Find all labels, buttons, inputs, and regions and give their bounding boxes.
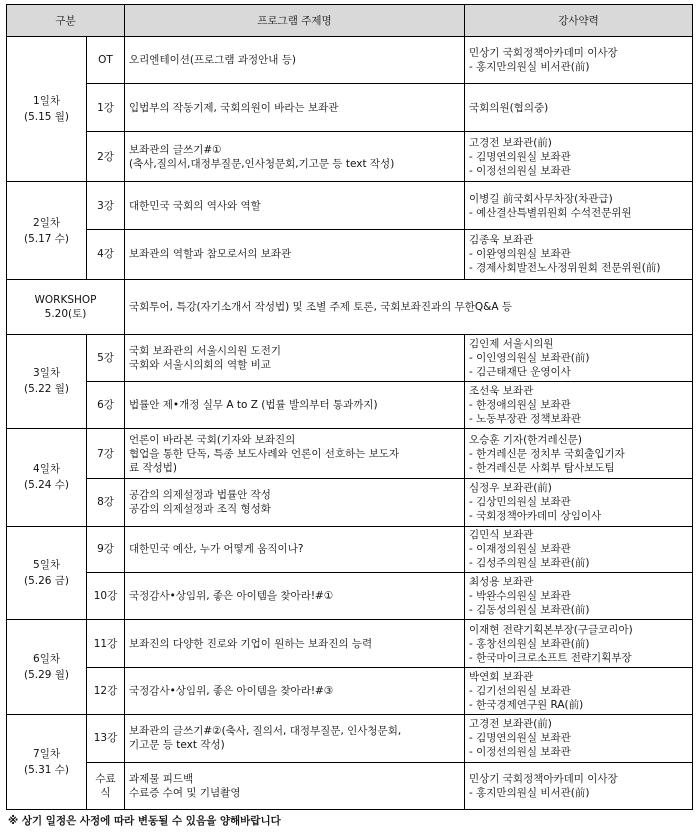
- lecturer-line: 김민식 보좌관: [469, 529, 534, 542]
- session-label: 13강: [87, 715, 125, 762]
- lecturer-line: - 한국경제연구원 RA(前): [469, 698, 584, 711]
- day-label: 3일차: [33, 367, 60, 380]
- lecturer-line: - 이정선의원실 보좌관: [469, 746, 571, 759]
- session-row: [7, 667, 693, 714]
- lecturer-line: 민상기 국회정책아카데미 이사장: [469, 47, 618, 60]
- topic-cell: [125, 620, 465, 667]
- footnote: ※ 상기 일정은 사정에 따라 변동될 수 있음을 양해바랍니다: [8, 815, 281, 827]
- lecturer-line: - 김성주의원실 보좌관(前): [469, 557, 590, 570]
- day-cell: [7, 37, 87, 182]
- lecturer-line: - 노동부장관 정책보좌관: [469, 413, 581, 426]
- workshop-topic: 국회투어, 특강(자기소개서 작성법) 및 조별 주제 토론, 국회보좌진과의 무한Q&A 등: [125, 280, 693, 335]
- session-row: [7, 84, 693, 131]
- day-date: (5.24 수): [23, 479, 70, 492]
- topic-line: 보좌관의 글쓰기#②(축사, 질의서, 대정부질문, 인사청문회,: [129, 725, 402, 738]
- topic-line: 공감의 의제설정과 법률안 작성: [129, 489, 271, 502]
- lecturer-cell: [465, 479, 693, 526]
- lecturer-line: - 국회정책아카데미 상임이사: [469, 510, 602, 523]
- lecturer-line: - 홍창선의원실 보좌관(前): [469, 637, 590, 650]
- lecturer-line: - 김상민의원실 보좌관: [469, 496, 571, 509]
- workshop-label: WORKSHOP: [34, 294, 97, 307]
- day-label: 1일차: [33, 95, 60, 108]
- schedule-body: [7, 37, 693, 810]
- topic-line: 법률안 제•개정 실무 A to Z (법률 발의부터 통과까지): [129, 399, 378, 412]
- topic-line: 국정감사•상임위, 좋은 아이템을 찾아라!#①: [129, 590, 334, 603]
- lecturer-line: 고경전 보좌관(前): [469, 136, 552, 149]
- lecturer-line: 이재현 전략기획본부장(구글코리아): [469, 623, 633, 636]
- day-date: (5.22 월): [23, 383, 70, 396]
- lecturer-line: - 홍지만의원실 비서관(前): [469, 786, 590, 799]
- day-date: (5.29 월): [23, 669, 70, 682]
- day-cell: [7, 715, 87, 810]
- topic-cell: [125, 335, 465, 382]
- lecturer-line: 김인제 서울시의원: [469, 338, 554, 351]
- topic-cell: [125, 715, 465, 762]
- session-row: [7, 428, 693, 479]
- workshop-row: [7, 280, 693, 335]
- topic-line: 료 작성법): [129, 461, 178, 474]
- lecturer-cell: [465, 526, 693, 572]
- day-cell: [7, 428, 87, 526]
- topic-line: 수료증 수여 및 기념촬영: [129, 786, 241, 799]
- session-label: 2강: [87, 131, 125, 182]
- lecturer-cell: [465, 335, 693, 382]
- day-date: (5.31 수): [23, 764, 70, 777]
- lecturer-cell: [465, 131, 693, 182]
- lecturer-line: - 이정선의원실 보좌관: [469, 164, 571, 177]
- lecturer-cell: [465, 37, 693, 84]
- topic-cell: [125, 229, 465, 280]
- session-row: [7, 526, 693, 572]
- day-date: (5.26 금): [23, 575, 70, 588]
- header-row: [7, 5, 693, 37]
- session-label: OT: [87, 37, 125, 84]
- day-label: 4일차: [33, 463, 60, 476]
- session-label: 8강: [87, 479, 125, 526]
- session-row: [7, 620, 693, 667]
- topic-line: (축사,질의서,대정부질문,인사청문회,기고문 등 text 작성): [129, 157, 395, 170]
- topic-line: 언론이 바라본 국회(기자와 보좌진의: [129, 433, 296, 446]
- day-cell: [7, 620, 87, 715]
- topic-cell: [125, 182, 465, 229]
- topic-line: 협업을 통한 단독, 특종 보도사례와 언론이 선호하는 보도자: [129, 447, 400, 460]
- lecturer-line: 최성용 보좌관: [469, 576, 534, 589]
- lecturer-cell: [465, 182, 693, 229]
- session-row: [7, 573, 693, 620]
- session-label: 6강: [87, 382, 125, 428]
- lecturer-line: - 예산결산특별위원회 수석전문위원: [469, 206, 632, 219]
- day-date: (5.17 수): [23, 232, 70, 245]
- lecturer-cell: [465, 382, 693, 428]
- session-label: 7강: [87, 428, 125, 479]
- session-row: [7, 182, 693, 229]
- topic-cell: [125, 84, 465, 131]
- session-label: 3강: [87, 182, 125, 229]
- lecturer-line: - 한겨레신문 사회부 탐사보도팀: [469, 461, 615, 474]
- session-label: 12강: [87, 667, 125, 714]
- topic-line: 보좌진의 다양한 진로와 기업이 원하는 보좌진의 능력: [129, 637, 373, 650]
- lecturer-line: 박연회 보좌관: [469, 670, 534, 683]
- lecturer-line: 국회의원(협의중): [469, 101, 549, 114]
- lecturer-cell: [465, 715, 693, 762]
- lecturer-line: - 한정애의원실 보좌관: [469, 399, 571, 412]
- day-label: 5일차: [33, 559, 60, 572]
- session-label: 4강: [87, 229, 125, 280]
- session-row: [7, 382, 693, 428]
- lecturer-line: - 홍지만의원실 비서관(前): [469, 61, 590, 74]
- lecturer-line: - 김기선의원실 보좌관: [469, 684, 571, 697]
- topic-cell: [125, 131, 465, 182]
- topic-line: 공감의 의제설정과 조직 형성화: [129, 503, 271, 516]
- lecturer-line: - 이인영의원실 보좌관(前): [469, 352, 590, 365]
- topic-cell: [125, 526, 465, 572]
- lecturer-line: - 이재정의원실 보좌관: [469, 543, 571, 556]
- topic-line: 국회 보좌관의 서울시의원 도전기: [129, 345, 282, 358]
- session-label: 10강: [87, 573, 125, 620]
- lecturer-line: - 한겨레신문 정치부 국회출입기자: [469, 447, 625, 460]
- day-label: 7일차: [33, 748, 60, 761]
- session-row: [7, 335, 693, 382]
- session-label: 11강: [87, 620, 125, 667]
- lecturer-cell: [465, 573, 693, 620]
- lecturer-line: 김종욱 보좌관: [469, 234, 534, 247]
- lecturer-cell: [465, 620, 693, 667]
- lecturer-line: - 경제사회발전노사정위원회 전문위원(前): [469, 262, 661, 275]
- lecturer-line: - 이완영의원실 보좌관: [469, 248, 571, 261]
- topic-cell: [125, 428, 465, 479]
- lecturer-cell: [465, 84, 693, 131]
- header-topic: 프로그램 주제명: [125, 5, 465, 37]
- lecturer-line: - 김근태재단 운영이사: [469, 366, 571, 379]
- topic-cell: [125, 667, 465, 714]
- day-date: (5.15 월): [23, 111, 70, 124]
- lecturer-cell: [465, 229, 693, 280]
- session-row: [7, 715, 693, 762]
- topic-line: 과제물 피드백: [129, 772, 194, 785]
- day-label: 6일차: [33, 653, 60, 666]
- topic-line: 국회와 서울시의회의 역할 비교: [129, 359, 271, 372]
- day-cell: [7, 182, 87, 280]
- topic-line: 오리엔테이션(프로그램 과정안내 등): [129, 54, 297, 67]
- lecturer-line: - 김명연의원실 보좌관: [469, 732, 571, 745]
- workshop-date: 5.20(토): [44, 308, 87, 321]
- lecturer-line: - 김동성의원실 보좌관(前): [469, 604, 590, 617]
- session-label: 1강: [87, 84, 125, 131]
- lecturer-line: 이병길 前국회사무차장(차관급): [469, 192, 613, 205]
- session-row: [7, 229, 693, 280]
- lecturer-line: 조선욱 보좌관: [469, 385, 534, 398]
- lecturer-line: 오승훈 기자(한겨레신문): [469, 433, 582, 446]
- topic-line: 입법부의 작동기제, 국회의원이 바라는 보좌관: [129, 101, 339, 114]
- topic-cell: [125, 762, 465, 809]
- topic-line: 보좌관의 역할과 참모로서의 보좌관: [129, 248, 292, 261]
- lecturer-line: - 박완수의원실 보좌관: [469, 590, 571, 603]
- session-label: 수료식: [87, 762, 125, 809]
- day-cell: [7, 526, 87, 620]
- topic-line: 기고문 등 text 작성): [129, 739, 225, 752]
- topic-line: 국정감사•상임위, 좋은 아이템을 찾아라!#③: [129, 684, 334, 697]
- topic-cell: [125, 382, 465, 428]
- session-label: 9강: [87, 526, 125, 572]
- workshop-cell: [7, 280, 125, 335]
- lecturer-line: 민상기 국회정책아카데미 이사장: [469, 772, 618, 785]
- session-row: [7, 37, 693, 84]
- header-lecturer: 강사약력: [465, 5, 693, 37]
- lecturer-line: - 김명연의원실 보좌관: [469, 150, 571, 163]
- session-row: [7, 762, 693, 809]
- header-category: 구분: [7, 5, 125, 37]
- lecturer-line: - 한국마이크로소프트 전략기획부장: [469, 651, 632, 664]
- topic-cell: [125, 37, 465, 84]
- topic-cell: [125, 479, 465, 526]
- lecturer-cell: [465, 762, 693, 809]
- lecturer-cell: [465, 428, 693, 479]
- topic-line: 대한민국 국회의 역사와 역할: [129, 199, 261, 212]
- lecturer-line: 고경전 보좌관(前): [469, 718, 552, 731]
- session-row: [7, 479, 693, 526]
- schedule-table: [6, 4, 693, 810]
- topic-line: 대한민국 예산, 누가 어떻게 움직이나?: [129, 543, 304, 556]
- day-cell: [7, 335, 87, 429]
- topic-cell: [125, 573, 465, 620]
- session-label: 5강: [87, 335, 125, 382]
- session-row: [7, 131, 693, 182]
- lecturer-line: 심정우 보좌관(前): [469, 482, 552, 495]
- day-label: 2일차: [33, 216, 60, 229]
- topic-line: 보좌관의 글쓰기#①: [129, 143, 222, 156]
- lecturer-cell: [465, 667, 693, 714]
